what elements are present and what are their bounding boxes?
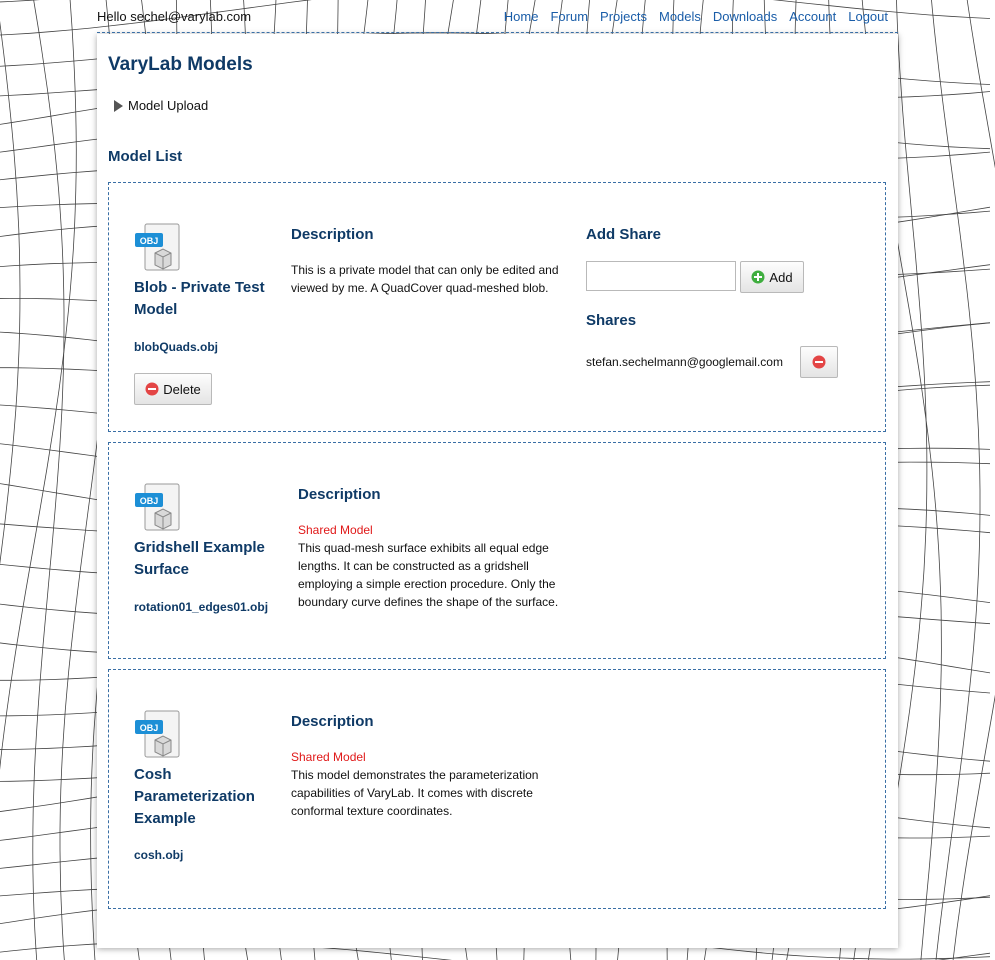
add-icon bbox=[751, 270, 765, 284]
model-file-link[interactable]: rotation01_edges01.obj bbox=[134, 600, 269, 614]
model-file-link[interactable]: blobQuads.obj bbox=[134, 340, 218, 354]
description-heading: Description bbox=[291, 713, 374, 730]
obj-file-icon bbox=[133, 710, 185, 762]
nav-projects[interactable]: Projects bbox=[600, 9, 647, 24]
description-heading: Description bbox=[298, 486, 381, 503]
model-list-title: Model List bbox=[108, 148, 183, 165]
model-file-link[interactable]: cosh.obj bbox=[134, 848, 184, 862]
top-bar bbox=[0, 0, 995, 34]
add-share-button[interactable] bbox=[740, 261, 804, 293]
page-title: VaryLab Models bbox=[108, 54, 253, 75]
shares-heading: Shares bbox=[586, 312, 637, 329]
description-heading: Description bbox=[291, 226, 374, 243]
model-description bbox=[298, 521, 578, 611]
nav-logout[interactable]: Logout bbox=[848, 9, 888, 24]
model-description bbox=[291, 748, 571, 820]
description-text: This quad-mesh surface exhibits all equal edge lengths. It can be constructed as a gridshell employing a simple erection procedure. Only the boundary curve defines the shape of the surface. bbox=[298, 541, 559, 609]
model-card bbox=[108, 442, 886, 659]
shared-model-tag: Shared Model bbox=[298, 523, 373, 537]
add-label: Add bbox=[769, 269, 793, 285]
nav-models[interactable]: Models bbox=[659, 9, 701, 24]
remove-share-button[interactable] bbox=[800, 346, 838, 378]
share-email: stefan.sechelmann@googlemail.com bbox=[586, 355, 783, 369]
remove-icon bbox=[812, 355, 826, 369]
nav-divider bbox=[97, 32, 898, 33]
model-title: Blob - Private Test Model bbox=[134, 279, 265, 318]
user-greeting: Hello sechel@varylab.com bbox=[97, 9, 252, 24]
delete-button[interactable] bbox=[134, 373, 212, 405]
delete-label: Delete bbox=[163, 381, 201, 397]
model-card bbox=[108, 182, 886, 432]
model-description bbox=[291, 261, 571, 297]
model-title: Cosh Parameterization Example bbox=[134, 766, 255, 827]
model-upload-toggle[interactable] bbox=[114, 98, 208, 113]
share-email-input[interactable] bbox=[586, 261, 736, 291]
description-text: This model demonstrates the parameterization capabilities of VaryLab. It comes with discrete conformal texture coordinates. bbox=[291, 768, 539, 818]
nav-home[interactable]: Home bbox=[503, 9, 539, 24]
nav-account[interactable]: Account bbox=[789, 9, 837, 24]
obj-badge-text: OBJ bbox=[139, 496, 159, 506]
nav-forum[interactable]: Forum bbox=[550, 9, 589, 24]
model-card bbox=[108, 669, 886, 909]
model-upload-label: Model Upload bbox=[128, 98, 209, 113]
obj-file-icon bbox=[133, 483, 185, 535]
content-panel bbox=[97, 34, 898, 948]
main-nav bbox=[504, 9, 888, 24]
add-share-heading: Add Share bbox=[586, 226, 662, 243]
nav-downloads[interactable]: Downloads bbox=[712, 9, 778, 24]
description-text: This is a private model that can only be edited and viewed by me. A QuadCover quad-meshed blob. bbox=[291, 263, 559, 295]
obj-file-icon bbox=[133, 223, 185, 275]
obj-badge-text: OBJ bbox=[139, 236, 159, 246]
remove-icon bbox=[145, 382, 159, 396]
expand-triangle-icon bbox=[114, 100, 123, 112]
shared-model-tag: Shared Model bbox=[291, 750, 366, 764]
model-title: Gridshell Example Surface bbox=[134, 539, 265, 578]
obj-badge-text: OBJ bbox=[139, 723, 159, 733]
